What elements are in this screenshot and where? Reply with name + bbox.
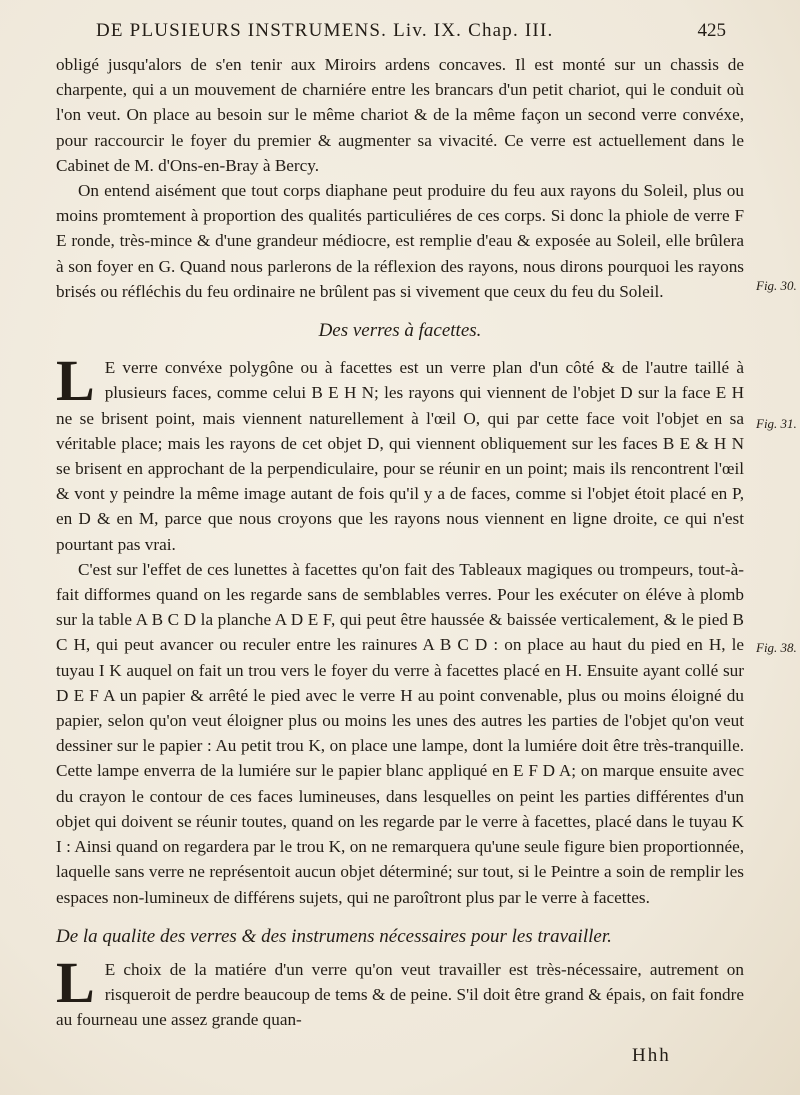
section-qualite-paragraph-1: [56, 949, 744, 1033]
drop-cap: L: [56, 348, 95, 414]
section-facettes-paragraph-2: C'est sur l'effet de ces lunettes à facettes qu'on fait des Tableaux magiques ou trompeurs, tout-à-fait difformes quand on les regarde sans de semblables verres. Pour les exécuter on éléve à plomb sur la table A B C D la planche A D E F, qui peut être haussée & baissée verticalement, & le pied B C H, qui peut avancer ou reculer entre les rainures A B C D : on place au haut du pied en H, le tuyau I K auquel on fait un trou vers le foyer du verre à facettes placé en H. Ensuite ayant collé sur D E F A un papier & arrêté le pied avec le verre H au point convenable, plus ou moins éloigné du papier, selon qu'on veut éloigner plus ou moins les unes des autres les parties de l'objet qu'on veut dessiner sur le papier : Au petit trou K, on place une lampe, dont la lumiére doit être très-tranquille. Cette lampe enverra de la lumiére sur le papier blanc appliqué en E F D A; on marque ensuite avec du crayon le contour de ces faces lumineuses, dans lesquelles on peint les parties différentes d'un objet qui doivent se réunir toutes, quand on les regarde par le verre à facettes, placé dans le tuyau K I : Ainsi quand on regardera par le trou K, on ne remarquera qu'une seule figure bien proportionnée, laquelle sans verre ne représentoit aucun objet déterminé; sur tout, si le Peintre a soin de remplir les espaces non-lumineux de différens sujets, qui ne paroîtront plus par le verre à facettes.: [56, 559, 744, 907]
section-heading-facettes: Des verres à facettes.: [318, 320, 482, 342]
running-head-title: DE PLUSIEURS INSTRUMENS. Liv. IX. Chap. III.: [96, 20, 554, 41]
text-column: [56, 52, 744, 1033]
page-number: 425: [697, 20, 726, 41]
paragraph-phiole: On entend aisément que tout corps diaphane peut produire du feu aux rayons du Soleil, plus ou moins promtement à proportion des qualités particuliéres de ces corps. Si donc la phiole de verre F E ronde, très-mince & d'une grandeur médiocre, est remplie d'eau & exposée au Soleil, elle brûlera à son foyer en G. Quand nous parlerons de la réflexion des rayons, nous dirons pourquoi les rayons brisés ou réfléchis du feu ordinaire ne brûlent pas si vivement que ceux du feu du Soleil.: [56, 181, 744, 301]
margin-note-fig-31: Fig. 31.: [756, 416, 797, 431]
section-qualite-text-1: E choix de la matiére d'un verre qu'on veut travailler est très-nécessaire, autrement on risqueroit de perdre beaucoup de tems & de peine. S'il doit être grand & épais, on fait fondre au fourneau une assez grande quan-: [56, 959, 744, 1030]
margin-note-fig-38: Fig. 38.: [756, 640, 797, 655]
section-facettes-paragraph-1: [56, 348, 744, 557]
running-head: [96, 20, 726, 42]
margin-note-fig-30: Fig. 30.: [756, 278, 797, 293]
opening-paragraph: obligé jusqu'alors de s'en tenir aux Miroirs ardens concaves. Il est monté sur un chassis de charpente, qui a un mouvement de charniére entre les brancars d'un petit chariot, qui le conduit où l'on veut. On place au besoin sur le même chariot & de la même façon un second verre convéxe, pour raccourcir le foyer du premier & augmenter sa vivacité. Ce verre est actuellement dans le Cabinet de M. d'Ons-en-Bray à Bercy.: [56, 55, 744, 175]
signature-mark: Hhh: [632, 1045, 671, 1066]
drop-cap: L: [56, 949, 95, 1015]
section-heading-qualite: De la qualite des verres & des instrumens nécessaires pour les travailler.: [56, 925, 612, 947]
section-facettes-text-1: E verre convéxe polygône ou à facettes est un verre plan d'un côté & de l'autre taillé à plusieurs faces, comme celui B E H N; les rayons qui viennent de l'objet D sur la face E H ne se brisent point, mais viennent naturellement à l'œil O, qui par cette face voit l'objet en sa véritable place; mais les rayons de cet objet D, qui viennent obliquement sur les faces B E & H N se brisent en approchant de la perpendiculaire, pour se réunir en un point; mais ils rencontrent l'œil & vont y peindre la même image autant de fois qu'il y a de faces, comme si l'objet étoit placé en P, en D & en M, parce que nous croyons que les rayons nous viennent en ligne droite, ce qui n'est pourtant pas vrai.: [56, 358, 744, 554]
